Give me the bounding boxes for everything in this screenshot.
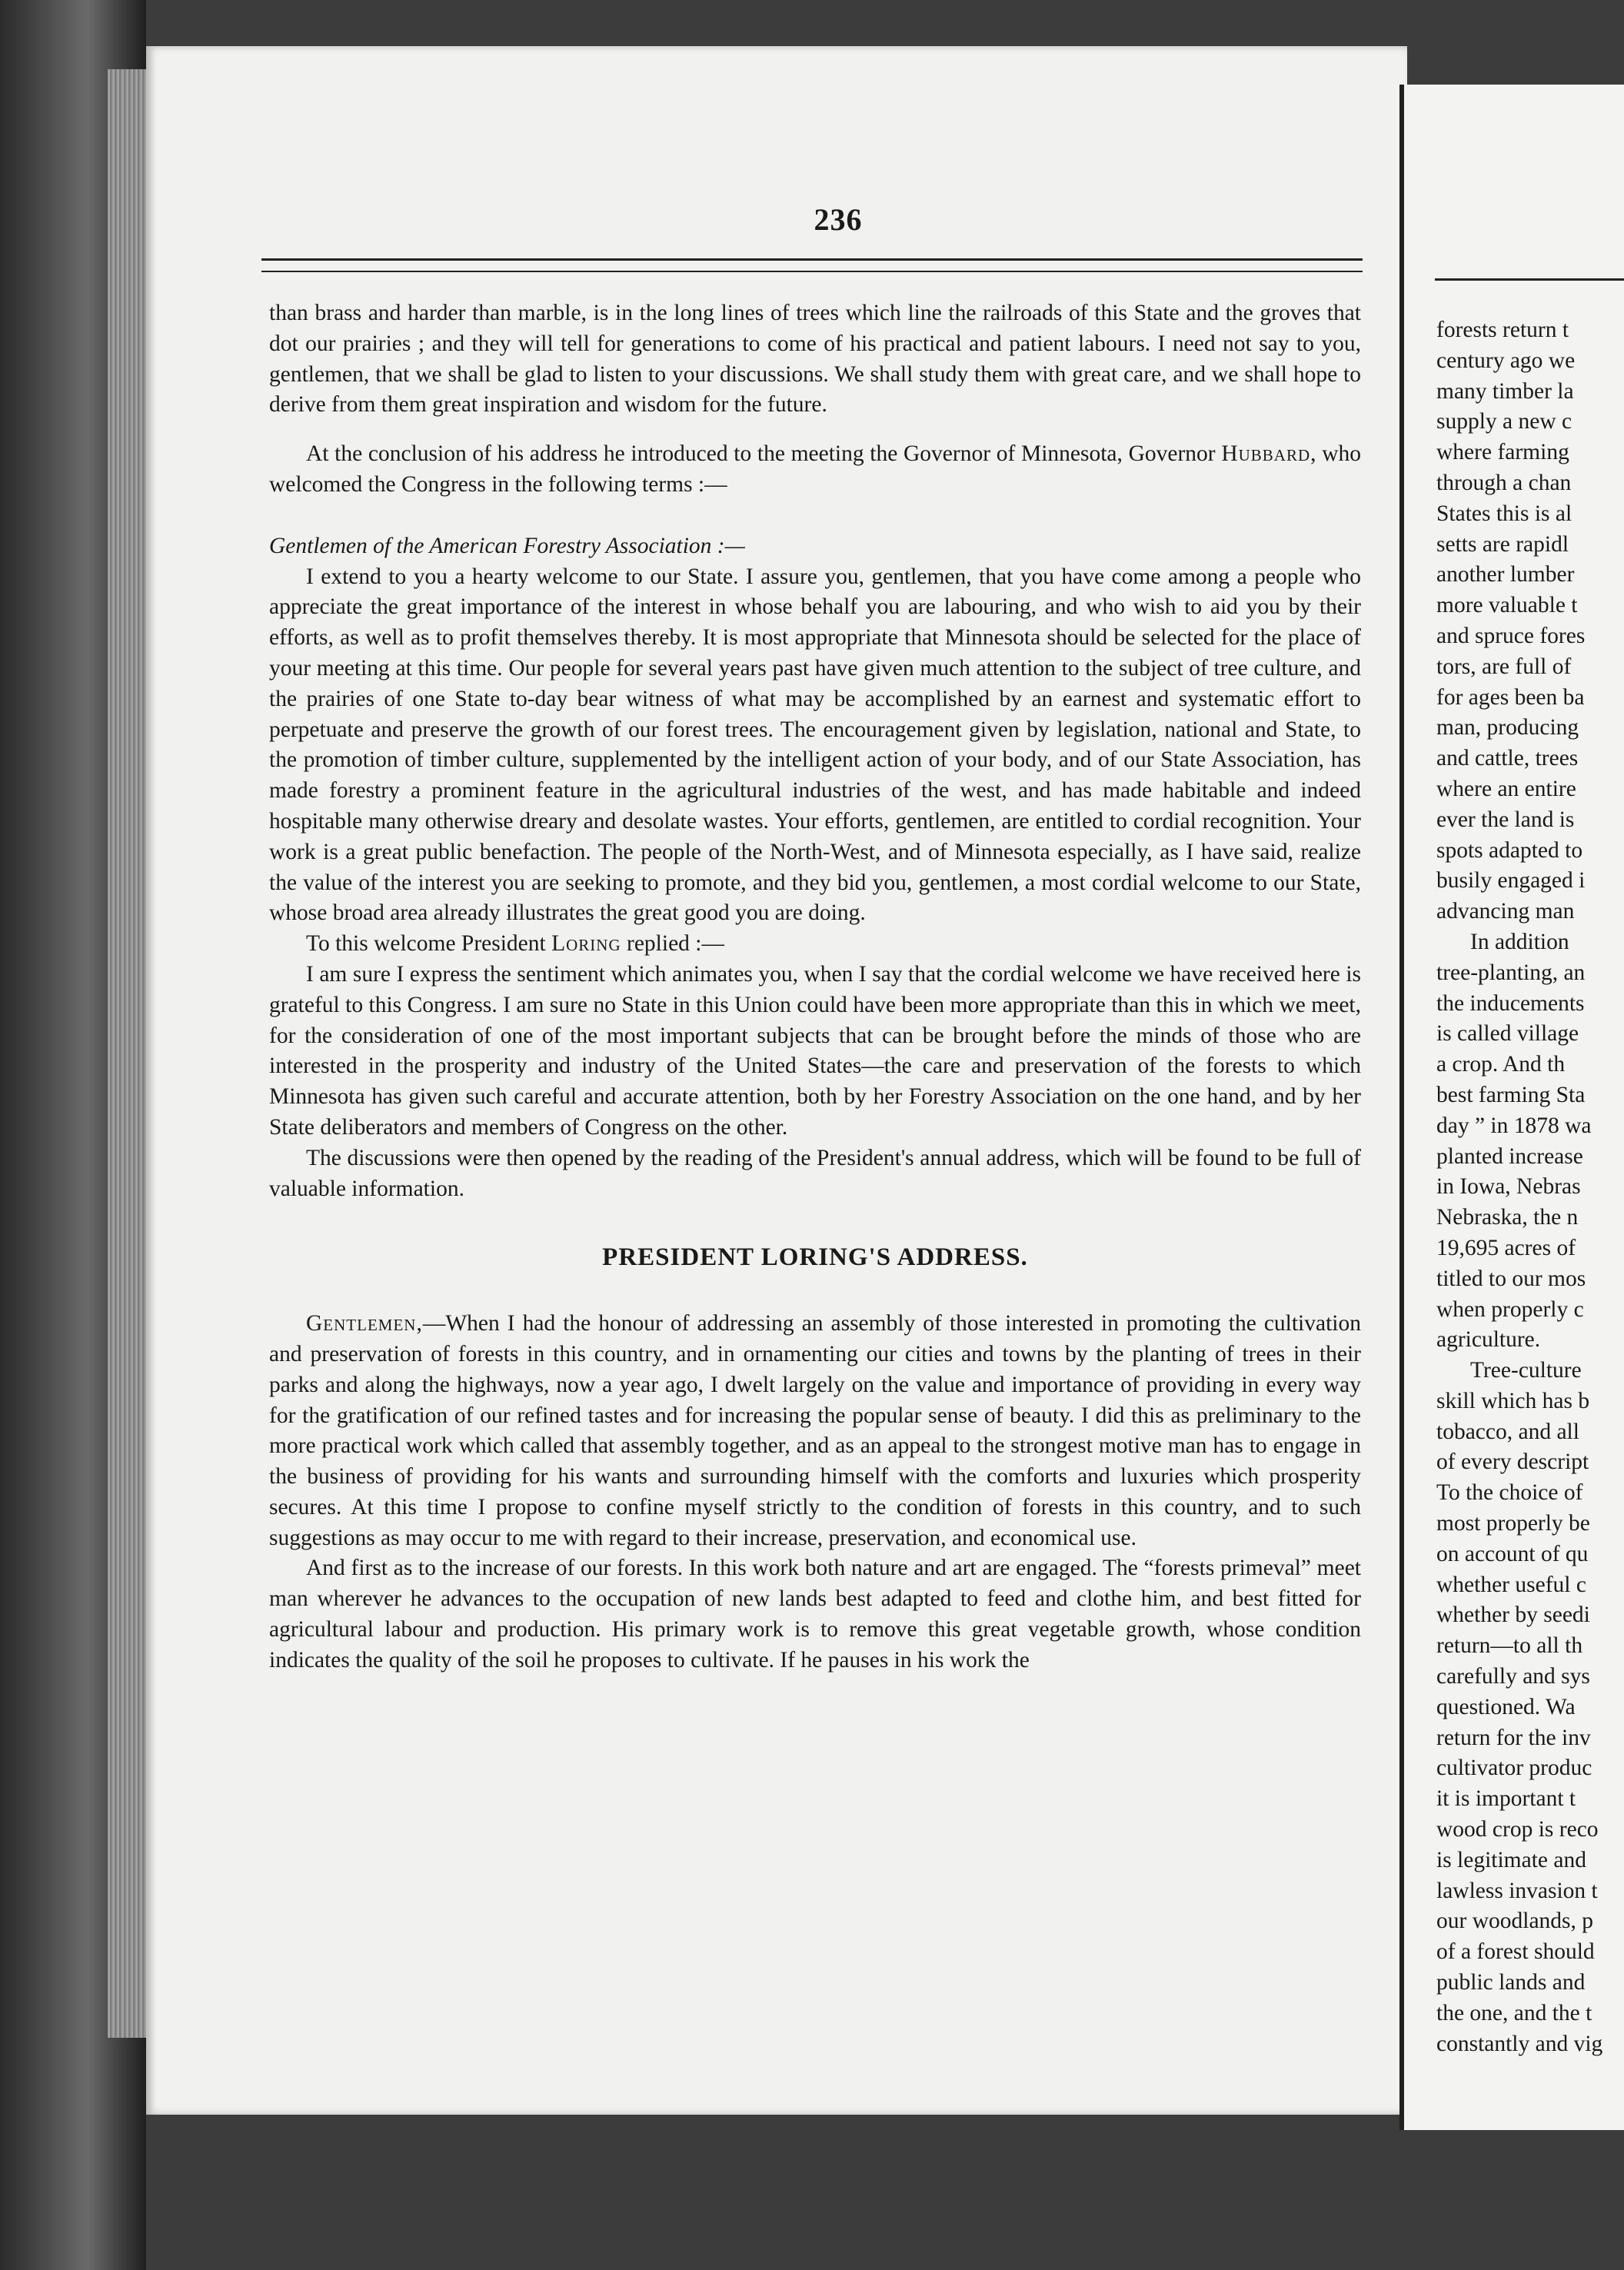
right-page-line: Tree-culture	[1470, 1358, 1582, 1383]
name-hubbard: Hubbard	[1221, 441, 1311, 467]
right-page-line: and cattle, trees	[1436, 746, 1579, 771]
paragraph: To this welcome President Loring replied :—	[306, 931, 724, 957]
right-page-line: wood crop is reco	[1436, 1817, 1599, 1842]
loring-reply: I am sure I express the sentiment which animates you, when I say that the cordial welcome we have received here is grateful to this Congress. I am sure no State in this Union could have been more appropriate than this in which we meet, for the consideration of one of the most important subjects that can be brought before the minds of those who are interested in the prosperity and industry of the United States—the care and preservation of the forests to which Minnesota has given such careful and accurate attention, both by her Forestry Association on the one hand, and by her State deliberators and members of Congress on the other.	[269, 961, 1361, 1140]
right-page-line: whether by seedi	[1436, 1603, 1590, 1628]
right-page-line: a crop. And th	[1436, 1052, 1566, 1077]
paragraph: The discussions were then opened by the reading of the President's annual address, which will be found to be full of valuable information.	[269, 1145, 1361, 1201]
paragraph: than brass and harder than marble, is in the long lines of trees which line the railroads of this State and the groves that dot our prairies ; and they will tell for generations to come of his practical and patient labours. I need not say to you, gentlemen, that we shall be glad to listen to your discussions. We shall study them with great care, and we shall hope to derive from them great inspiration and wisdom for the future.	[269, 301, 1361, 418]
right-page-line: most properly be	[1436, 1511, 1590, 1536]
right-page-line: busily engaged i	[1436, 868, 1586, 894]
header-rule-top	[261, 258, 1363, 261]
right-page-line: tors, are full of	[1436, 654, 1572, 679]
right-page-line: lawless invasion t	[1436, 1878, 1598, 1903]
name-loring: Loring	[551, 931, 621, 957]
right-page-line: of every descript	[1436, 1450, 1589, 1475]
right-page-line: more valuable t	[1436, 593, 1578, 618]
right-page-line: tree-planting, an	[1436, 960, 1586, 985]
page-body	[269, 298, 1361, 1676]
governor-address: I extend to you a hearty welcome to our State. I assure you, gentlemen, that you have come among a people who appreciate the great importance of the interest in whose behalf you are labouring, and who wish to aid you by their efforts, as well as to profit themselves thereby. It is most appropriate that Minnesota should be selected for the place of your meeting at this time. Our people for several years past have given much attention to the subject of tree culture, and the prairies of one State to-day bear witness of what may be accomplished by an earnest and systematic effort to perpetuate and preserve the growth of our forest trees. The encouragement given by legislation, national and State, to the promotion of timber culture, supplemented by the intelligent action of your body, and of our State Association, has made forestry a prominent feature in the agricultural industries of the west, and has made habitable and indeed hospitable many otherwise dreary and desolate wastes. Your efforts, gentlemen, are entitled to cordial recognition. Your work is a great public benefaction. The people of the North-West, and of Minnesota especially, as I have said, realize the value of the interest you are seeking to promote, and they bid you, gentlemen, a most cordial welcome to our State, whose broad area already illustrates the great good you are doing.	[269, 564, 1361, 926]
right-page-line: supply a new c	[1436, 409, 1572, 434]
right-page-line: many timber la	[1436, 378, 1574, 404]
right-page-text	[1436, 315, 1624, 2059]
right-page-line: titled to our mos	[1436, 1266, 1586, 1291]
address-paragraph: And first as to the increase of our forests. In this work both nature and art are engaged. The “forests primeval” meet man wherever he advances to the occupation of new lands best adapted to feed and clothe him, and best fitted for agricultural labour and production. His primary work is to remove this great vegetable growth, whose condition indicates the quality of the soil he proposes to cultivate. If he pauses in his work the	[269, 1556, 1361, 1673]
right-page-line: where farming	[1436, 440, 1569, 465]
header-rule-bottom	[261, 271, 1363, 272]
right-page-line: man, producing	[1436, 715, 1579, 741]
right-page-line: return for the inv	[1436, 1725, 1591, 1750]
right-page-line: whether useful c	[1436, 1572, 1586, 1597]
right-page-line: setts are rapidl	[1436, 531, 1569, 557]
right-page-line: it is important t	[1436, 1786, 1576, 1812]
right-page-line: our woodlands, p	[1436, 1909, 1594, 1934]
right-page-line: public lands and	[1436, 1970, 1586, 1995]
right-page-line: questioned. Wa	[1436, 1694, 1576, 1719]
right-page-line: return—to all th	[1436, 1633, 1583, 1659]
right-page-line: in Iowa, Nebras	[1436, 1174, 1581, 1200]
right-header-rule	[1435, 278, 1624, 281]
right-page-line: spots adapted to	[1436, 837, 1583, 863]
right-page-line: when properly c	[1436, 1296, 1584, 1322]
right-page-line: skill which has b	[1436, 1388, 1590, 1413]
right-page-line: is called village	[1436, 1021, 1579, 1047]
right-page-line: century ago we	[1436, 348, 1576, 373]
right-page-line: and spruce fores	[1436, 623, 1586, 648]
right-page-line: day ” in 1878 wa	[1436, 1113, 1592, 1138]
right-page-line: ever the land is	[1436, 807, 1575, 832]
right-page-line: another lumber	[1436, 562, 1575, 587]
salutation: Gentlemen of the American Forestry Association :—	[269, 533, 745, 558]
right-page-line: for ages been ba	[1436, 684, 1585, 710]
right-page-line: cultivator produc	[1436, 1756, 1592, 1781]
right-page-line: forests return t	[1436, 318, 1569, 342]
right-page-line: where an entire	[1436, 776, 1576, 801]
address-paragraph: Gentlemen,—When I had the honour of addressing an assembly of those interested in promoting the cultivation and preservation of forests in this country, and in ornamenting our cities and towns by the planting of trees in their parks and along the highways, now a year ago, I dwelt largely on the value and importance of providing in every way for the gratification of our refined tastes and for increasing the popular sense of beauty. I did this as preliminary to the more practical work which called that assembly together, and as an appeal to the strongest motive man has to engage in the business of providing for his wants and surrounding himself with the comforts and luxuries which prosperity secures. At this time I propose to confine myself strictly to the condition of forests in this country, and to such suggestions as may occur to me with regard to their increase, preservation, and economical use.	[269, 1311, 1361, 1550]
right-page-line: agriculture.	[1436, 1327, 1541, 1353]
right-page-line: on account of qu	[1436, 1541, 1589, 1566]
right-page-line: advancing man	[1436, 899, 1575, 924]
right-page-line: of a forest should	[1436, 1939, 1595, 1965]
right-page-line: In addition	[1470, 929, 1569, 954]
right-page-line: through a chan	[1436, 470, 1572, 495]
right-page-line: carefully and sys	[1436, 1664, 1590, 1689]
right-page-line: Nebraska, the n	[1436, 1205, 1579, 1230]
right-page-line: the inducements	[1436, 990, 1585, 1016]
right-page-line: constantly and vig	[1436, 2031, 1603, 2056]
address-opening: Gentlemen,	[306, 1311, 423, 1336]
right-page-line: is legitimate and	[1436, 1847, 1586, 1872]
right-page-line: 19,695 acres of	[1436, 1235, 1576, 1260]
paragraph: At the conclusion of his address he introduced to the meeting the Governor of Minnesota, Governor Hubbard, who welcomed the Congress in the following terms :—	[269, 441, 1361, 497]
section-heading: PRESIDENT LORING'S ADDRESS.	[602, 1243, 1028, 1272]
page-number: 236	[814, 202, 863, 237]
right-page-line: To the choice of	[1436, 1480, 1583, 1506]
right-page-line: tobacco, and all	[1436, 1419, 1579, 1444]
right-page-line: planted increase	[1436, 1143, 1583, 1169]
right-page-line: best farming Sta	[1436, 1082, 1586, 1107]
right-page-line: States this is al	[1436, 501, 1572, 526]
right-page-line: the one, and the t	[1436, 2000, 1592, 2025]
